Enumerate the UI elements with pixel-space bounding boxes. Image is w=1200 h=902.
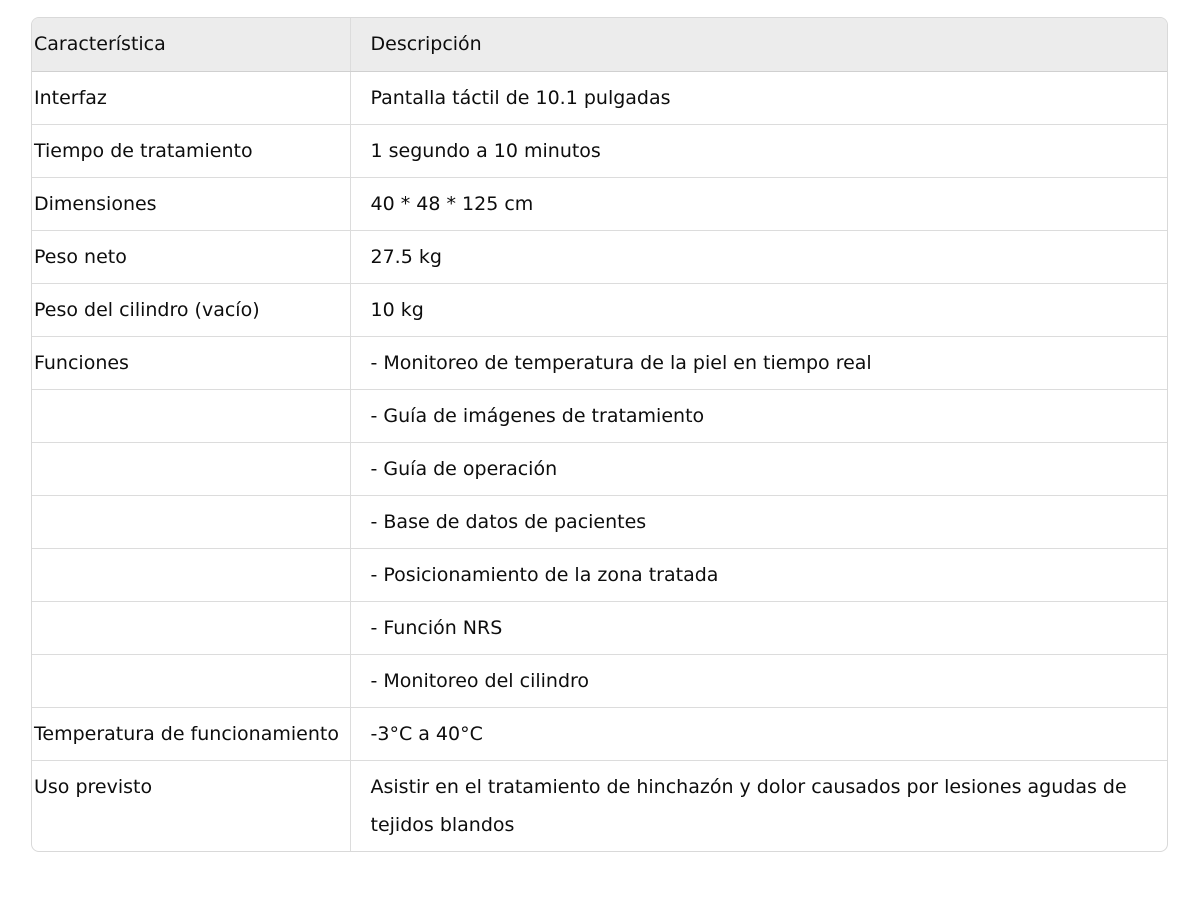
row-description-cell: - Guía de imágenes de tratamiento [350,389,1167,442]
row-feature-cell: Peso del cilindro (vacío) [32,283,350,336]
table-row [32,177,1167,230]
table-row [32,707,1167,760]
row-feature-cell: Peso neto [32,230,350,283]
row-feature-cell: Dimensiones [32,177,350,230]
table-row [32,230,1167,283]
row-description-cell: 27.5 kg [350,230,1167,283]
table-row [32,495,1167,548]
header-caracteristica: Característica [32,18,350,71]
row-feature-cell: Tiempo de tratamiento [32,124,350,177]
table-row [32,548,1167,601]
table-row [32,336,1167,389]
row-description-cell: - Monitoreo de temperatura de la piel en tiempo real [350,336,1167,389]
row-feature-cell [32,548,350,601]
row-description-cell: Pantalla táctil de 10.1 pulgadas [350,71,1167,124]
table-row [32,654,1167,707]
table-row [32,71,1167,124]
row-description-cell: 10 kg [350,283,1167,336]
row-feature-cell [32,389,350,442]
row-feature-cell [32,442,350,495]
row-feature-cell: Uso previsto [34,775,153,798]
table-row [32,124,1167,177]
table-row [32,283,1167,336]
row-description-cell: - Guía de operación [350,442,1167,495]
row-feature-cell [32,495,350,548]
table-row [32,760,1167,851]
table-row [32,389,1167,442]
table-header-row [32,18,1167,71]
row-description-cell: - Base de datos de pacientes [350,495,1167,548]
row-description-cell: -3°C a 40°C [350,707,1167,760]
row-description-cell: - Monitoreo del cilindro [350,654,1167,707]
row-description-cell: 40 * 48 * 125 cm [350,177,1167,230]
spec-table [32,18,1167,851]
row-description-cell: - Función NRS [350,601,1167,654]
row-description-cell: Asistir en el tratamiento de hinchazón y dolor causados por lesiones agudas de tejidos blandos [350,760,1167,851]
row-description-cell: 1 segundo a 10 minutos [350,124,1167,177]
row-description-cell: - Posicionamiento de la zona tratada [350,548,1167,601]
row-feature-cell [32,601,350,654]
row-feature-cell [32,654,350,707]
header-descripcion: Descripción [350,18,1167,71]
spec-table-container [31,17,1168,852]
table-row [32,442,1167,495]
row-feature-cell: Interfaz [32,71,350,124]
table-row [32,601,1167,654]
row-feature-cell: Funciones [32,336,350,389]
row-feature-cell: Temperatura de funcionamiento [32,707,350,760]
